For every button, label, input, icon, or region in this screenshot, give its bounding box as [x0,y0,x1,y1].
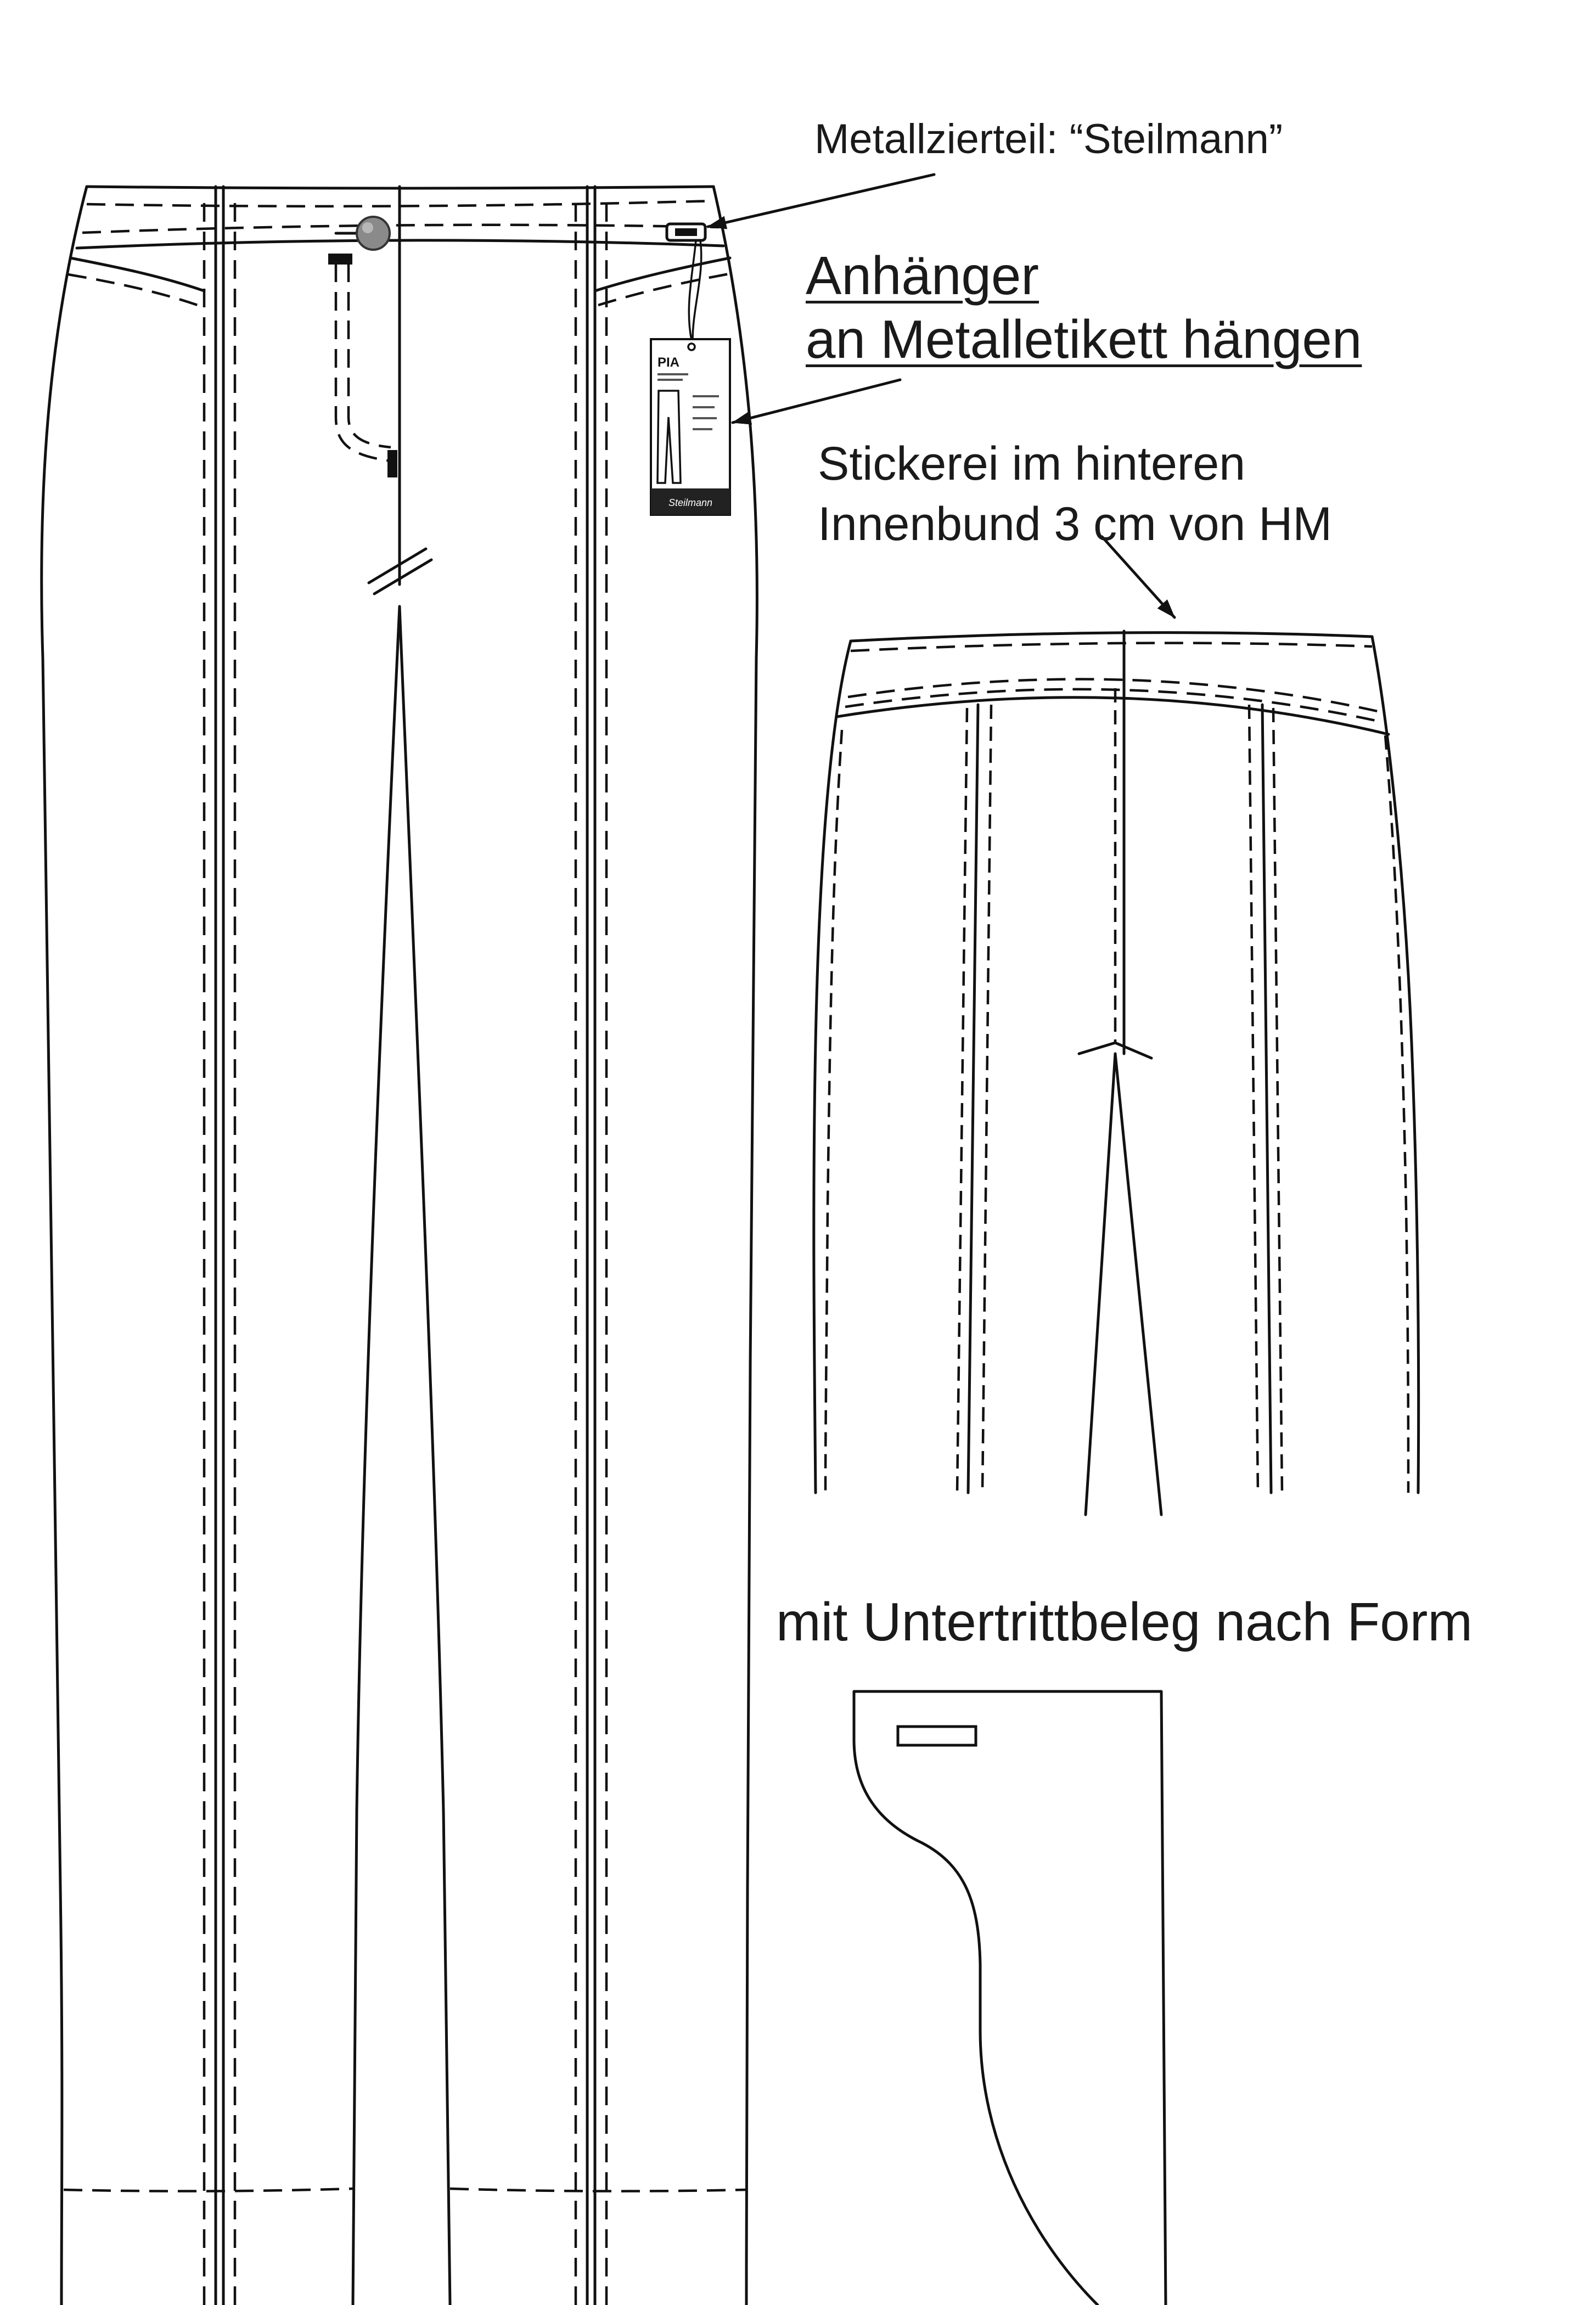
back-right-panel-stitch [1249,705,1258,1493]
waist-button-highlight [362,222,373,233]
back-right-outer-stitch [1385,735,1408,1493]
embroidery-note-line-1: Stickerei im hinteren [818,437,1246,490]
right-leg-inseam [400,606,450,2305]
embroidery-note [818,434,1332,554]
hang-tag-fine-print-2 [657,379,683,381]
hangtag-instruction-line-2: an Metalletikett hängen [806,309,1362,369]
fly-bartack-bottom [387,450,397,477]
fly-stitching-2 [349,263,391,447]
hang-tag-string [689,240,701,340]
waist-button [357,217,390,250]
left-leg-inseam [353,606,400,2305]
trousers-back-view [814,631,1419,1515]
underlap-facing-outline [854,1691,1166,2305]
hang-tag-info-lines-4 [693,428,712,430]
metal-trim-inner [675,228,697,236]
back-waistband-top [851,633,1372,641]
back-waistband-stitch-1 [851,643,1372,651]
hangtag-instruction [806,244,1362,371]
hang-tag-fine-print [657,373,688,375]
hang-tag-info-lines-2 [693,406,715,408]
fly-stitching [336,263,391,461]
trousers-front-view [42,187,757,2305]
hang-tag-info-lines [693,395,719,397]
right-pocket-stitch [598,273,732,305]
underlap-buttonhole-icon [898,1727,976,1745]
left-pocket-stitch [68,274,201,306]
hang-tag-title: PIA [657,355,680,370]
back-left-panel-stitch [982,705,991,1493]
crotch-break-mark-1 [369,549,426,583]
back-right-panel-stitch-2 [1273,708,1282,1493]
left-pocket-opening [70,258,204,291]
back-left-outer-stitch [825,730,842,1493]
back-left-panel-seam [968,705,978,1493]
back-waistband-stitch-2 [848,679,1378,711]
embroidery-note-line-2: Innenbund 3 cm von HM [818,498,1332,550]
back-inseam-left [1086,1054,1115,1515]
back-left-panel-stitch-2 [957,708,967,1493]
crotch-break-mark-2 [374,560,431,594]
underlap-facing-label: mit Untertrittbeleg nach Form [776,1592,1473,1652]
hangtag-instruction-line-1: Anhänger [806,245,1039,306]
underlap-facing-shape [854,1691,1166,2305]
hang-tag-brand: Steilmann [668,497,713,508]
metal-trim-label: Metallzierteil: “Steilmann” [814,116,1283,162]
back-inseam-right [1115,1054,1161,1515]
right-pocket-opening [595,258,730,291]
back-right-panel-seam [1262,705,1271,1493]
right-leg-hem-stitch [450,2189,746,2191]
back-right-outer-seam [1372,637,1419,1493]
arrow-metal-trim-icon [708,175,934,227]
back-waistband-bottom [836,698,1389,734]
fly-bartack-top [328,254,352,265]
left-leg-hem-stitch [64,2189,353,2191]
hang-tag-info-lines-3 [693,417,717,419]
back-left-outer-seam [814,641,851,1493]
left-leg-outer-seam [42,187,87,2305]
arrow-hang-tag-icon [733,380,900,423]
